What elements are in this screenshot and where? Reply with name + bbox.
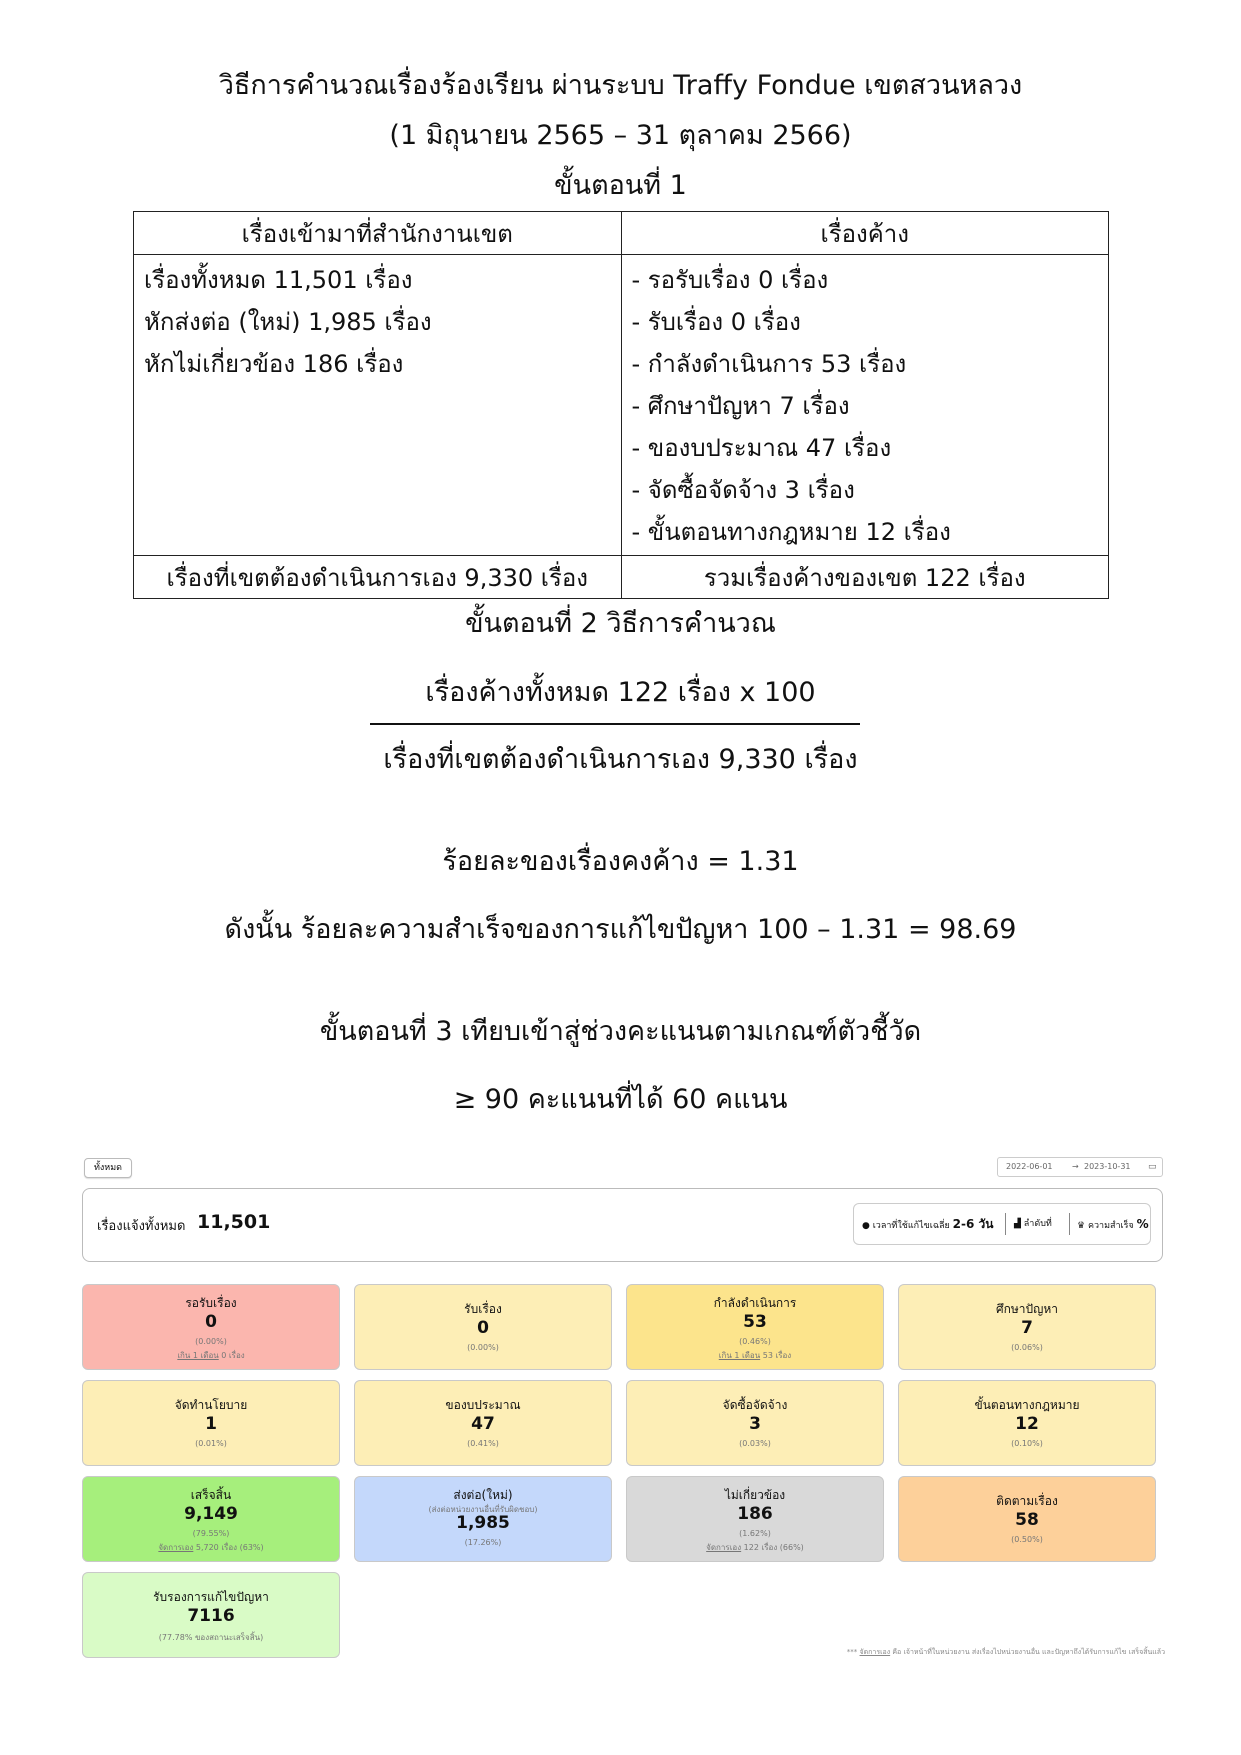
card-title: ส่งต่อ(ใหม่) <box>453 1488 513 1502</box>
divider <box>1005 1213 1006 1235</box>
date-from: 2022-06-01 <box>1006 1162 1053 1171</box>
avg-time-label: เวลาที่ใช้แก้ไขเฉลี่ย <box>872 1221 950 1231</box>
card-subline <box>627 1349 883 1362</box>
success <box>1077 1204 1149 1246</box>
card-sub-link[interactable]: จัดการเอง <box>706 1543 742 1552</box>
list-item: - ของบประมาณ 47 เรื่อง <box>631 434 892 462</box>
rank <box>1014 1204 1052 1244</box>
card-percent: (0.46%) <box>739 1337 771 1346</box>
card-value: 53 <box>743 1312 767 1332</box>
status-card[interactable] <box>898 1284 1156 1370</box>
avg-time-value: 2-6 วัน <box>952 1217 994 1231</box>
trophy-icon: ♛ <box>1077 1221 1086 1231</box>
fraction-numerator: เรื่องค้างทั้งหมด 122 เรื่อง x 100 <box>425 677 816 708</box>
success-label: ความสำเร็จ <box>1087 1221 1134 1231</box>
list-item: - ขั้นตอนทางกฎหมาย 12 เรื่อง <box>631 518 951 546</box>
card-sub-text: 5,720 เรื่อง (63%) <box>193 1543 264 1552</box>
status-card[interactable] <box>626 1380 884 1466</box>
card-percent: (0.41%) <box>467 1439 499 1448</box>
score-line: ≥ 90 คะแนนที่ได้ 60 คแนน <box>453 1084 788 1115</box>
card-subline <box>627 1541 883 1554</box>
status-card[interactable] <box>626 1476 884 1562</box>
footnote <box>735 1647 1165 1658</box>
card-title: ของบประมาณ <box>445 1398 521 1412</box>
card-percent: (17.26%) <box>464 1538 502 1547</box>
card-percent: (0.50%) <box>1011 1535 1043 1544</box>
total-value: 11,501 <box>197 1211 271 1233</box>
status-card[interactable] <box>82 1476 340 1562</box>
card-title: รับรองการแก้ไขปัญหา <box>153 1590 269 1604</box>
card-subline <box>83 1541 339 1554</box>
card-value: 7116 <box>187 1606 235 1626</box>
card-percent: (77.78% ของสถานะเสร็จสิ้น) <box>158 1633 264 1642</box>
status-card[interactable] <box>354 1380 612 1466</box>
card-sub-text: 122 เรื่อง (66%) <box>741 1543 804 1552</box>
rank-label: ลำดับที่ <box>1023 1219 1052 1229</box>
podium-icon: ▟ <box>1014 1219 1021 1229</box>
footer-pending-total: รวมเรื่องค้างของเขต 122 เรื่อง <box>621 556 1109 599</box>
card-percent: (0.01%) <box>195 1439 227 1448</box>
card-title: ขั้นตอนทางกฎหมาย <box>974 1398 1080 1412</box>
card-note: (ส่งต่อหน่วยงานอื่นที่รับผิดชอบ) <box>428 1505 538 1514</box>
card-percent: (0.00%) <box>467 1343 499 1352</box>
summary-panel <box>82 1188 1163 1262</box>
status-card[interactable] <box>898 1476 1156 1562</box>
date-to: 2023-10-31 <box>1084 1162 1131 1171</box>
status-card[interactable] <box>82 1284 340 1370</box>
card-percent: (0.06%) <box>1011 1343 1043 1352</box>
list-item: - จัดซื้อจัดจ้าง 3 เรื่อง <box>631 476 855 504</box>
date-range-picker[interactable] <box>997 1157 1163 1177</box>
step1-heading: ขั้นตอนที่ 1 <box>554 170 687 201</box>
card-title: เสร็จสิ้น <box>190 1488 232 1502</box>
card-value: 58 <box>1015 1510 1039 1530</box>
pending-percentage: ร้อยละของเรื่องคงค้าง = 1.31 <box>442 846 799 877</box>
fraction-denominator: เรื่องที่เขตต้องดำเนินการเอง 9,330 เรื่อง <box>383 744 858 775</box>
card-title: ไม่เกี่ยวข้อง <box>724 1488 786 1502</box>
footer-self-handled: เรื่องที่เขตต้องดำเนินการเอง 9,330 เรื่อง <box>134 556 622 599</box>
card-value: 0 <box>477 1318 489 1338</box>
card-percent: (1.62%) <box>739 1529 771 1538</box>
card-value: 9,149 <box>184 1504 238 1524</box>
footnote-prefix: *** <box>846 1648 860 1656</box>
card-value: 12 <box>1015 1414 1039 1434</box>
card-percent: (0.00%) <box>195 1337 227 1346</box>
list-item: เรื่องทั้งหมด 11,501 เรื่อง <box>144 266 413 294</box>
pending-list <box>621 255 1109 556</box>
card-title: กำลังดำเนินการ <box>713 1296 797 1310</box>
list-item: - รอรับเรื่อง 0 เรื่อง <box>631 266 829 294</box>
list-item: - ศึกษาปัญหา 7 เรื่อง <box>631 392 850 420</box>
all-filter-button[interactable]: ทั้งหมด <box>84 1158 132 1178</box>
card-value: 1,985 <box>456 1513 510 1533</box>
card-title: รอรับเรื่อง <box>185 1296 237 1310</box>
list-item: หักไม่เกี่ยวข้อง 186 เรื่อง <box>144 350 404 378</box>
status-card[interactable] <box>354 1284 612 1370</box>
list-item: - รับเรื่อง 0 เรื่อง <box>631 308 801 336</box>
step1-table <box>133 211 1109 599</box>
card-sub-text: 53 เรื่อง <box>760 1351 792 1360</box>
card-title: จัดทำนโยบาย <box>174 1398 248 1412</box>
metrics-box <box>853 1203 1151 1245</box>
card-value: 1 <box>205 1414 217 1434</box>
card-value: 0 <box>205 1312 217 1332</box>
fraction-bar <box>370 723 860 725</box>
footnote-link[interactable]: จัดการเอง <box>859 1648 891 1656</box>
card-value: 186 <box>737 1504 773 1524</box>
list-item: หักส่งต่อ (ใหม่) 1,985 เรื่อง <box>144 308 432 336</box>
status-card[interactable] <box>82 1380 340 1466</box>
card-value: 47 <box>471 1414 495 1434</box>
card-percent: (0.03%) <box>739 1439 771 1448</box>
total-label: เรื่องแจ้งทั้งหมด <box>97 1219 186 1234</box>
card-sub-link[interactable]: เกิน 1 เดือน <box>718 1351 761 1360</box>
step2-heading: ขั้นตอนที่ 2 วิธีการคำนวณ <box>465 608 776 639</box>
status-card[interactable] <box>82 1572 340 1658</box>
card-title: รับเรื่อง <box>464 1302 502 1316</box>
card-value: 7 <box>1021 1318 1033 1338</box>
status-card[interactable] <box>626 1284 884 1370</box>
success-value: % <box>1136 1217 1149 1231</box>
document-title: วิธีการคำนวณเรื่องร้องเรียน ผ่านระบบ Traffy Fondue เขตสวนหลวง <box>218 70 1023 101</box>
header-incoming: เรื่องเข้ามาที่สำนักงานเขต <box>134 212 622 255</box>
step3-heading: ขั้นตอนที่ 3 เทียบเข้าสู่ช่วงคะแนนตามเกณฑ์ตัวชี้วัด <box>319 1016 922 1047</box>
calendar-icon: ▭ <box>1148 1162 1157 1172</box>
card-percent: (0.10%) <box>1011 1439 1043 1448</box>
incoming-list <box>134 255 622 556</box>
card-subline <box>83 1349 339 1362</box>
divider <box>1069 1213 1070 1235</box>
status-card[interactable] <box>898 1380 1156 1466</box>
date-range-line: (1 มิถุนายน 2565 – 31 ตุลาคม 2566) <box>389 120 852 151</box>
list-item: - กำลังดำเนินการ 53 เรื่อง <box>631 350 907 378</box>
card-sub-link[interactable]: จัดการเอง <box>158 1543 194 1552</box>
success-percentage: ดังนั้น ร้อยละความสำเร็จของการแก้ไขปัญหา 100 – 1.31 = 98.69 <box>224 914 1017 945</box>
footnote-text: คือ เจ้าหน้าที่ในหน่วยงาน ส่งเรื่องไปหน่วยงานอื่น และปัญหาถึงได้รับการแก้ไข เสร็จสิ้นแล้ว <box>890 1648 1165 1656</box>
card-percent: (79.55%) <box>192 1529 230 1538</box>
date-separator: → <box>1072 1162 1079 1171</box>
card-value: 3 <box>749 1414 761 1434</box>
dashboard-screenshot <box>80 1150 1165 1680</box>
card-sub-link[interactable]: เกิน 1 เดือน <box>177 1351 219 1360</box>
clock-user-icon: ● <box>862 1221 870 1231</box>
avg-time <box>862 1204 993 1246</box>
status-card[interactable] <box>354 1476 612 1562</box>
card-title: ศึกษาปัญหา <box>995 1302 1059 1316</box>
card-title: ติดตามเรื่อง <box>996 1494 1058 1508</box>
card-title: จัดซื้อจัดจ้าง <box>722 1398 788 1412</box>
card-sub-text: 0 เรื่อง <box>218 1351 245 1360</box>
header-pending: เรื่องค้าง <box>621 212 1109 255</box>
